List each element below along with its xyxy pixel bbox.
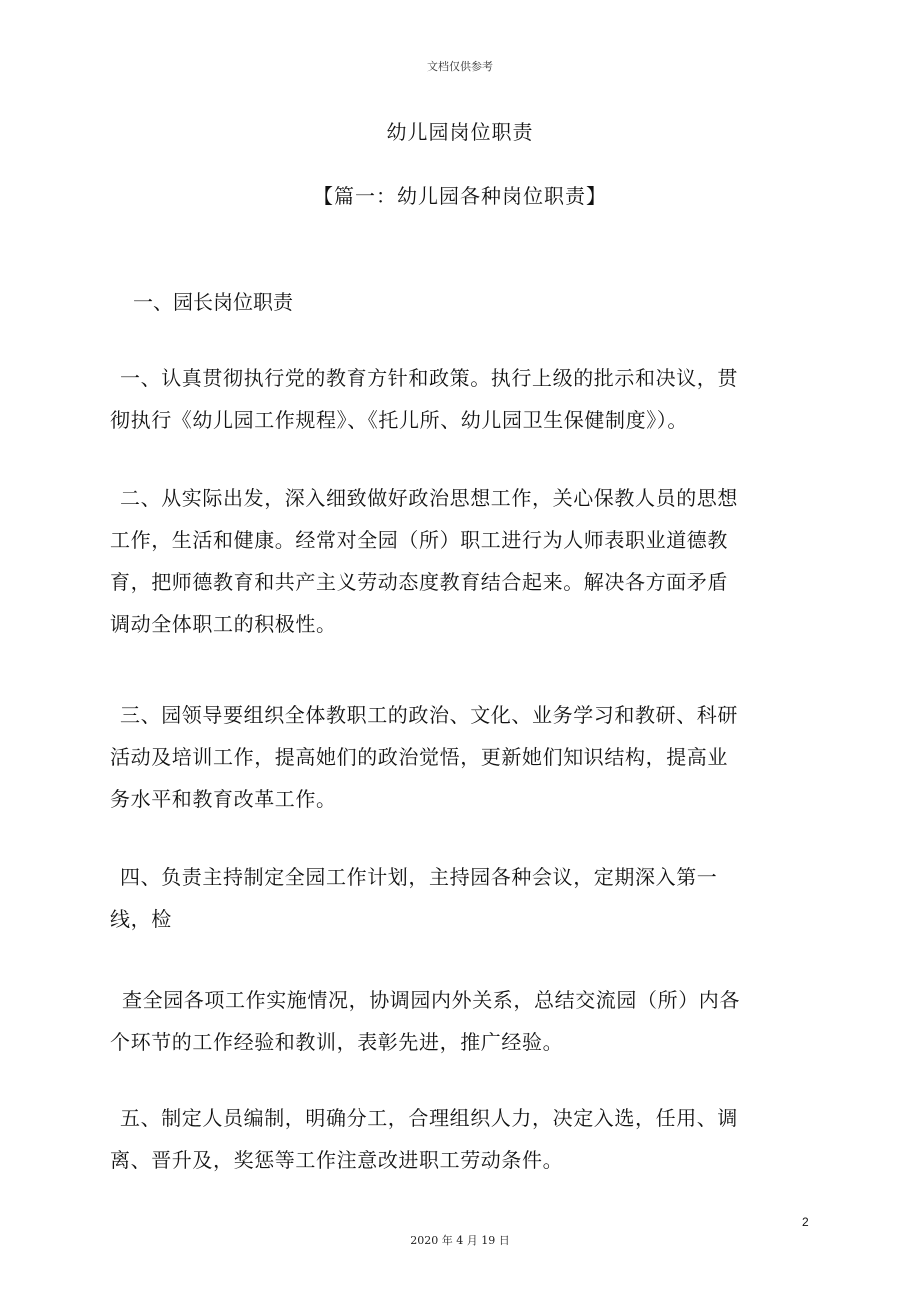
document-title: 幼儿园岗位职责 [386,120,534,144]
paragraph-line: 一、认真贯彻执行党的教育方针和政策。执行上级的批示和决议，贯 [120,366,738,390]
section-heading: 一、园长岗位职责 [133,290,293,314]
document-subtitle: 【篇一：幼儿园各种岗位职责】 [313,184,607,208]
paragraph-line: 工作，生活和健康。经常对全园（所）职工进行为人师表职业道德教 [110,528,728,552]
paragraph-1 [110,357,830,441]
paragraph-line: 三、园领导要组织全体教职工的政治、文化、业务学习和教研、科研 [120,703,738,727]
paragraph-2 [110,477,830,645]
paragraph-line: 活动及培训工作，提高她们的政治觉悟，更新她们知识结构，提高业 [110,745,728,769]
paragraph-line: 育，把师德教育和共产主义劳动态度教育结合起来。解决各方面矛盾 [110,570,728,594]
page-number: 2 [802,1215,809,1229]
paragraph-line: 离、晋升及，奖惩等工作注意改进职工劳动条件。 [110,1148,564,1172]
paragraph-line: 彻执行《幼儿园工作规程》、《托儿所、幼儿园卫生保健制度》）。 [110,408,688,432]
header-note: 文档仅供参考 [427,60,493,73]
paragraph-line: 四、负责主持制定全园工作计划，主持园各种会议，定期深入第一 [120,865,718,889]
paragraph-line: 五、制定人员编制，明确分工，合理组织人力，决定入选，任用、调 [120,1106,738,1130]
paragraph-6 [110,1097,830,1181]
paragraph-line: 调动全体职工的积极性。 [110,612,337,636]
paragraph-4 [110,856,830,940]
paragraph-line: 线，检 [110,907,172,931]
paragraph-5 [110,979,830,1063]
footer-date: 2020 年 4 月 19 日 [410,1234,510,1247]
paragraph-line: 二、从实际出发，深入细致做好政治思想工作，关心保教人员的思想 [120,486,738,510]
paragraph-line: 查全园各项工作实施情况，协调园内外关系，总结交流园（所）内各 [122,988,740,1012]
paragraph-3 [110,694,830,820]
paragraph-line: 务水平和教育改革工作。 [110,787,337,811]
paragraph-line: 个环节的工作经验和教训，表彰先进，推广经验。 [110,1030,564,1054]
